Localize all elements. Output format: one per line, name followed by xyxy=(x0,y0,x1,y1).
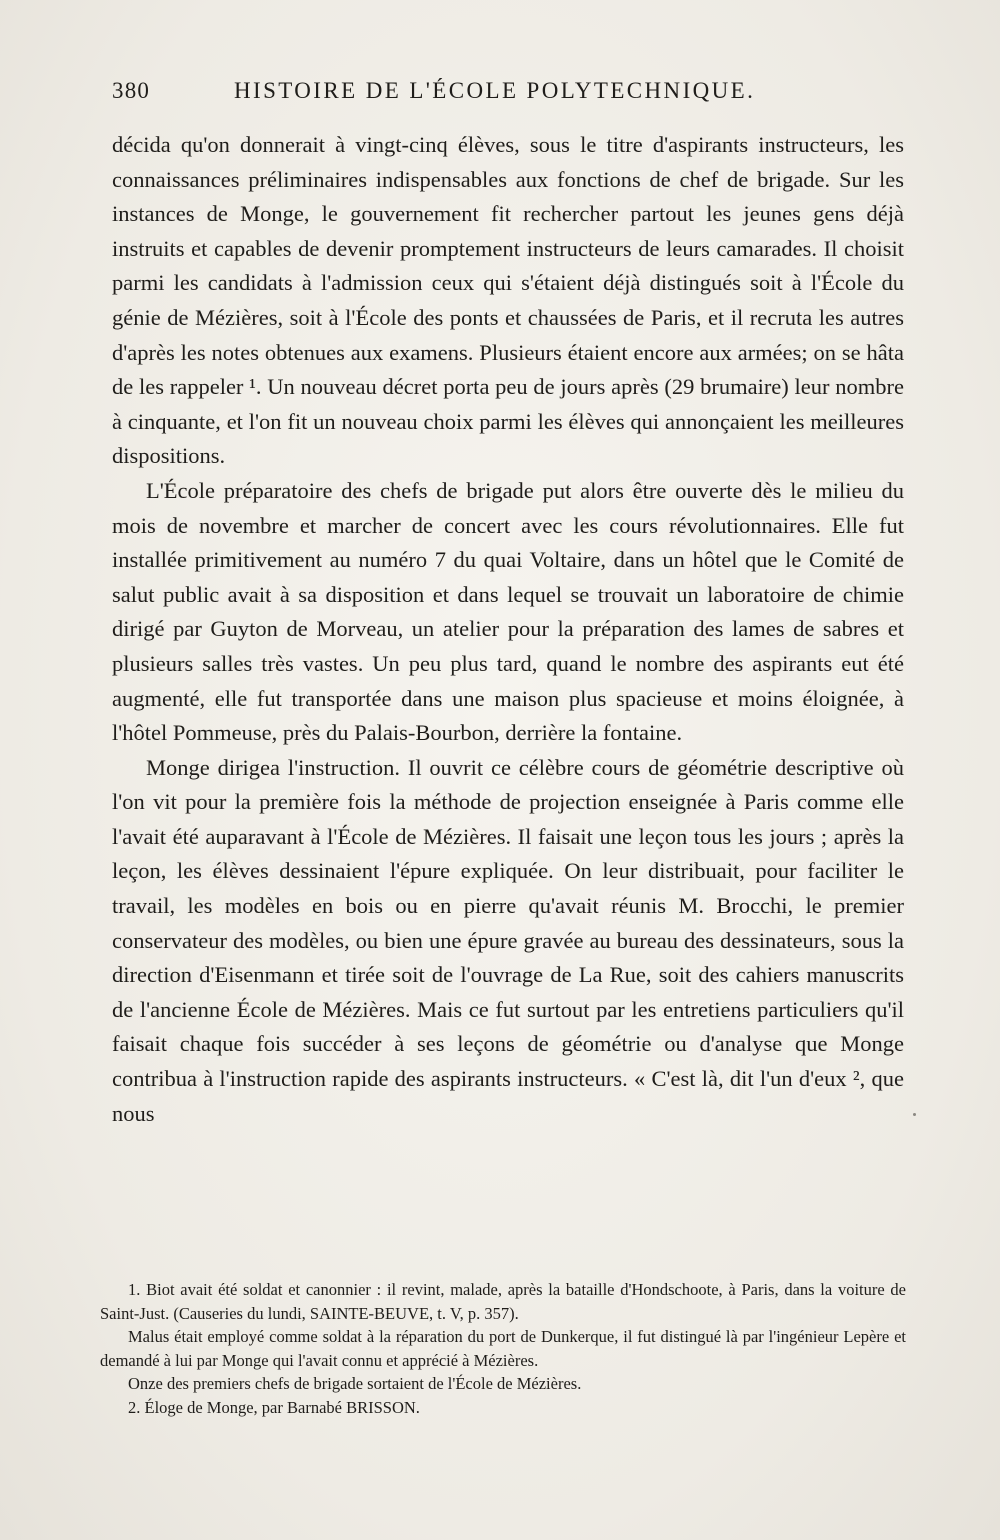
paragraph-continued: décida qu'on donnerait à vingt-cinq élèves, sous le titre d'aspirants instructeurs, les connaissances préliminaires indispensables aux fonctions de chef de brigade. Sur les instances de Monge, le gouvernement fit rechercher partout les jeunes gens déjà instruits et capables de devenir promptement instructeurs de leurs camarades. Il choisit parmi les candidats à l'admission ceux qui s'étaient déjà distingués soit à l'École du génie de Mézières, soit à l'École des ponts et chaussées de Paris, et il recruta les autres d'après les notes obtenues aux examens. Plusieurs étaient encore aux armées; on se hâta de les rappeler ¹. Un nouveau décret porta peu de jours après (29 brumaire) leur nombre à cinquante, et l'on fit un nouveau choix parmi les élèves qui annonçaient les meilleures dispositions. xyxy=(112,132,904,469)
footnote-1: 1. Biot avait été soldat et canonnier : il revint, malade, après la bataille d'Hondschoote, à Paris, dans la voiture de Saint-Just. (Causeries du lundi, SAINTE-BEUVE, t. V, p. 357). xyxy=(100,1280,906,1323)
page-header xyxy=(112,78,902,108)
margin-speck xyxy=(913,1113,916,1116)
page-number: 380 xyxy=(112,78,151,103)
running-title: HISTOIRE DE L'ÉCOLE POLYTECHNIQUE. xyxy=(234,78,756,103)
footnotes xyxy=(100,1278,906,1419)
footnote-1-continued-malus: Malus était employé comme soldat à la réparation du port de Dunkerque, il fut distingué là par l'ingénieur Lepère et demandé à lui par Monge qui l'avait connu et apprécié à Mézières. xyxy=(100,1327,906,1370)
paragraph-monge-instruction: Monge dirigea l'instruction. Il ouvrit ce célèbre cours de géométrie descriptive où l'on vit pour la première fois la méthode de projection enseignée à Paris comme elle l'avait été auparavant à l'École de Mézières. Il faisait une leçon tous les jours ; après la leçon, les élèves dessinaient l'épure expliquée. On leur distribuait, pour faciliter le travail, les modèles en bois ou en pierre qu'avait réunis M. Brocchi, le premier conservateur des modèles, ou bien une épure gravée au bureau des dessinateurs, sous la direction d'Eisenmann et tirée soit de l'ouvrage de La Rue, soit des cahiers manuscrits de l'ancienne École de Mézières. Mais ce fut surtout par les entretiens particuliers qu'il faisait chaque fois succéder à ses leçons de géométrie ou d'analyse que Monge contribua à l'instruction rapide des aspirants instructeurs. « C'est là, dit l'un d'eux ², que nous xyxy=(112,754,904,1126)
footnote-2: 2. Éloge de Monge, par Barnabé BRISSON. xyxy=(128,1397,420,1417)
paragraph-ecole-preparatoire: L'École préparatoire des chefs de brigade put alors être ouverte dès le milieu du mois de novembre et marcher de concert avec les cours révolutionnaires. Elle fut installée primitivement au numéro 7 du quai Voltaire, dans un hôtel que le Comité de salut public avait à sa disposition et dans lequel se trouvait un laboratoire de chimie dirigé par Guyton de Morveau, un atelier pour la préparation des lames de sabres et plusieurs salles très vastes. Un peu plus tard, quand le nombre des aspirants eut été augmenté, elle fut transportée dans une maison plus spacieuse et moins éloignée, à l'hôtel Pommeuse, près du Palais-Bourbon, derrière la fontaine. xyxy=(112,477,904,746)
main-text xyxy=(112,128,904,1131)
footnote-1-continued-onze: Onze des premiers chefs de brigade sortaient de l'École de Mézières. xyxy=(128,1374,582,1393)
